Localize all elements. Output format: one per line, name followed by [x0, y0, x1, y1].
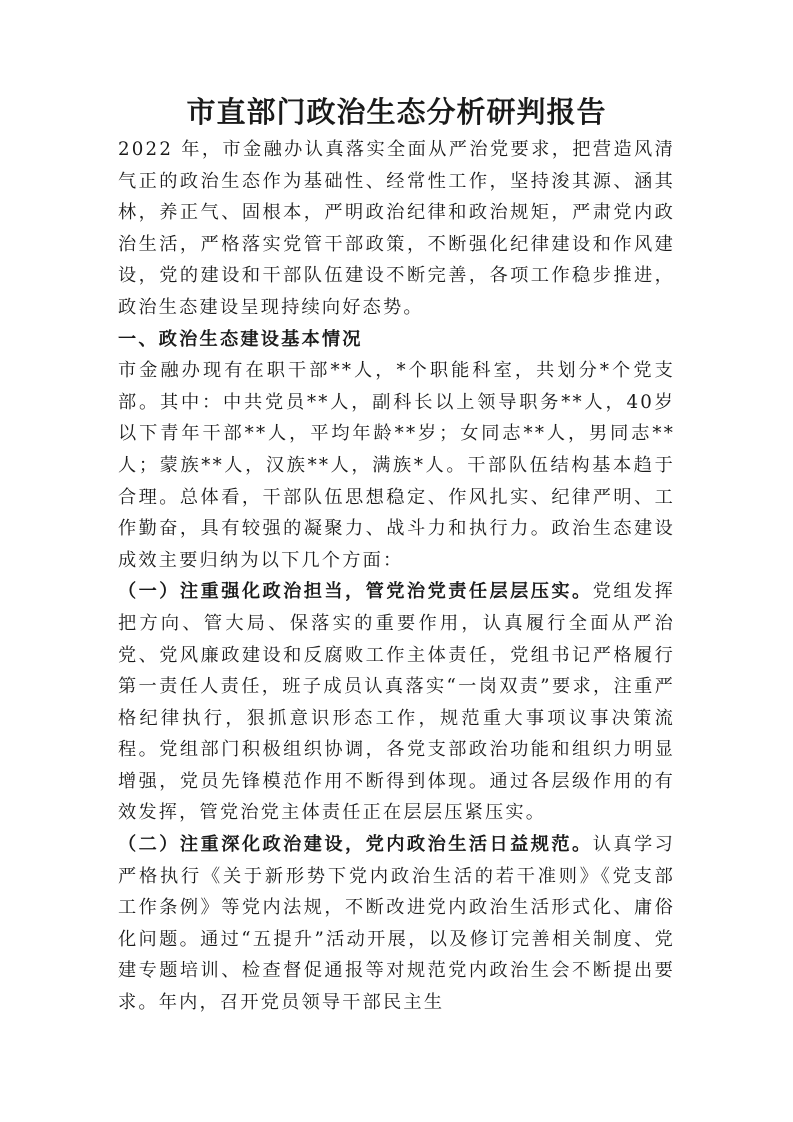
- section-basic-situation-paragraph: 市金融办现有在职干部**人，*个职能科室，共划分*个党支部。其中：中共党员**人，副科长以上领导职务**人，40岁以下青年干部**人，平均年龄**岁；女同志**人，男同志**人；蒙族**人，汉族**人，满族*人。干部队伍结构基本趋于合理。总体看，干部队伍思想稳定、作风扎实、纪律严明、工作勤奋，具有较强的凝聚力、战斗力和执行力。政治生态建设成效主要归纳为以下几个方面：: [118, 360, 675, 571]
- intro-paragraph: 2022 年，市金融办认真落实全面从严治党要求，把营造风清气正的政治生态作为基础性、经常性工作，坚持浚其源、涵其林，养正气、固根本，严明政治纪律和政治规矩，严肃党内政治生活，严格落实党管干部政策，不断强化纪律建设和作风建设，党的建设和干部队伍建设不断完善，各项工作稳步推进，政治生态建设呈现持续向好态势。: [118, 139, 675, 318]
- point-two-body: 认真学习严格执行《关于新形势下党内政治生活的若干准则》《党支部工作条例》等党内法规，不断改进党内政治生活形式化、庸俗化问题。通过“五提升”活动开展，以及修订完善相关制度、党建专题培训、检查督促通报等对规范党内政治生会不断提出要求。年内，召开党员领导干部民主生: [118, 834, 675, 1014]
- document-title: 市直部门政治生态分析研判报告: [186, 95, 607, 129]
- point-one-lead: （一）注重强化政治担当，管党治党责任层层压实。: [118, 581, 593, 603]
- point-two-paragraph: [118, 829, 675, 1019]
- point-two-lead: （二）注重深化政治建设，党内政治生活日益规范。: [118, 834, 593, 856]
- point-one-paragraph: [118, 576, 675, 829]
- section-heading-basic-situation: 一、政治生态建设基本情况: [118, 328, 363, 350]
- point-one-body: 党组发挥把方向、管大局、保落实的重要作用，认真履行全面从严治党、党风廉政建设和反腐败工作主体责任，党组书记严格履行第一责任人责任，班子成员认真落实“一岗双责”要求，注重严格纪律执行，狠抓意识形态工作，规范重大事项议事决策流程。党组部门积极组织协调，各党支部政治功能和组织力明显增强，党员先锋模范作用不断得到体现。通过各层级作用的有效发挥，管党治党主体责任正在层层压紧压实。: [118, 581, 675, 824]
